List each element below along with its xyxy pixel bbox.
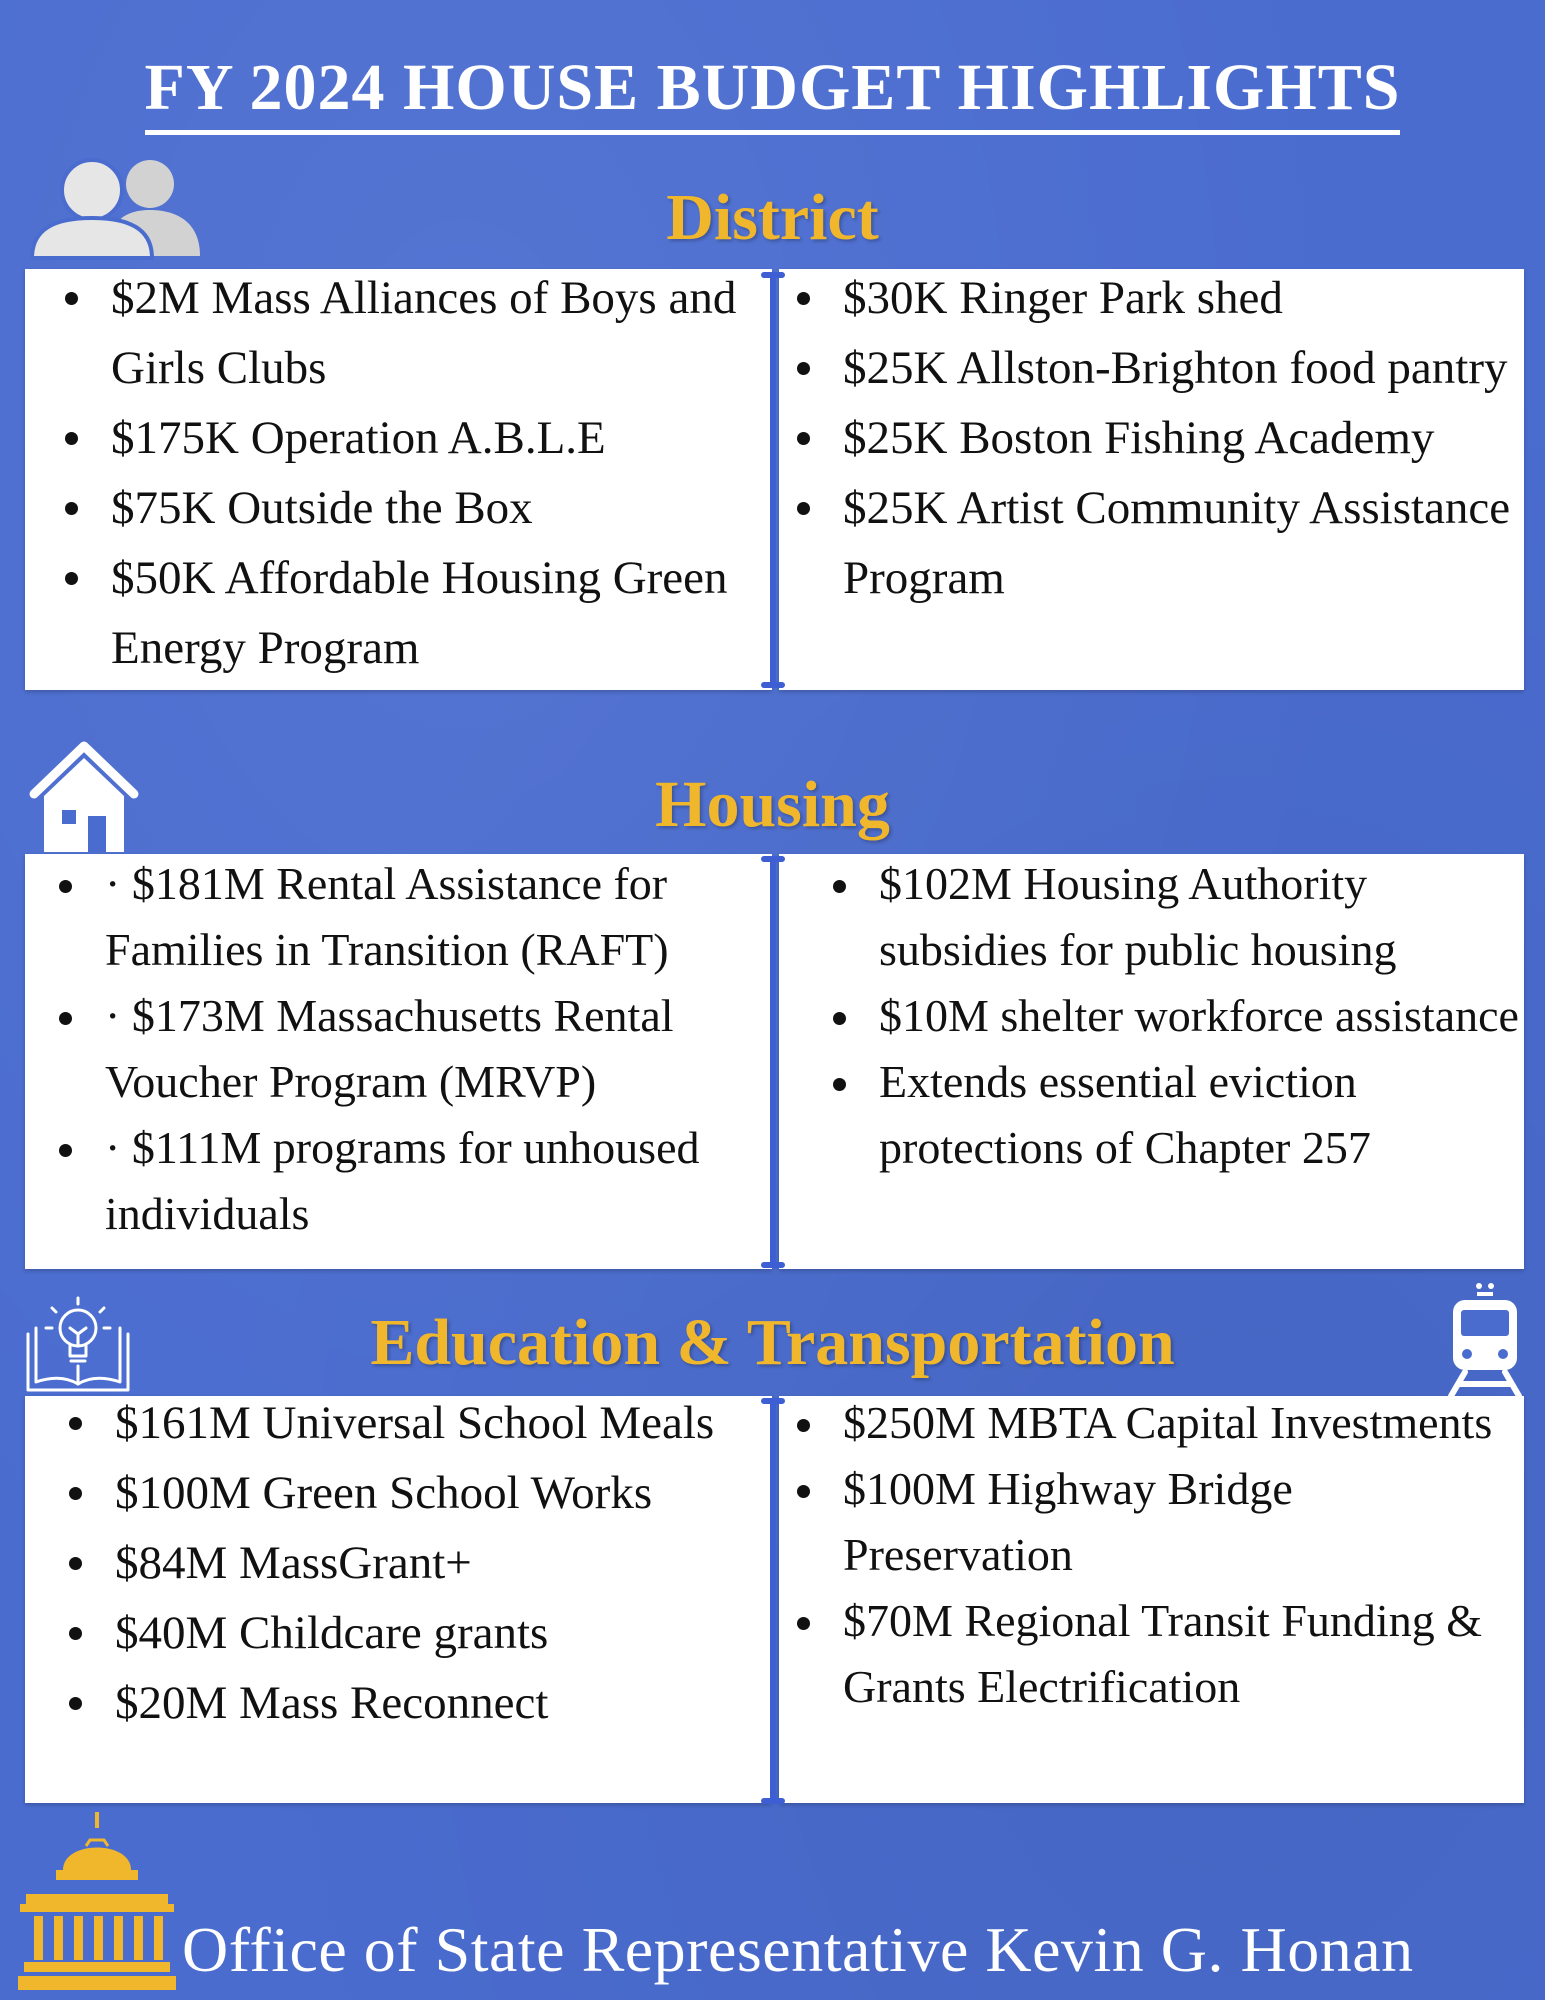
list-item: $102M Housing Authority subsidies for public housing <box>815 851 1524 983</box>
list-item: $100M Highway Bridge Preservation <box>779 1456 1524 1588</box>
district-left-list <box>25 263 772 683</box>
list-item: $75K Outside the Box <box>47 473 772 543</box>
education-left-list <box>25 1388 772 1738</box>
section-heading-housing: Housing <box>655 768 890 841</box>
transportation-right-panel <box>779 1396 1524 1803</box>
list-item: $25K Allston-Brighton food pantry <box>779 333 1524 403</box>
housing-left-list <box>25 851 772 1247</box>
list-item: $2M Mass Alliances of Boys and Girls Clubs <box>47 263 772 403</box>
page-title: FY 2024 HOUSE BUDGET HIGHLIGHTS <box>145 51 1401 135</box>
list-item: · $173M Massachusetts Rental Voucher Program (MRVP) <box>41 983 772 1115</box>
housing-left-panel <box>25 854 772 1269</box>
list-item: · $181M Rental Assistance for Families in Transition (RAFT) <box>41 851 772 983</box>
list-item: $100M Green School Works <box>51 1458 772 1528</box>
list-item: $250M MBTA Capital Investments <box>779 1390 1524 1456</box>
district-left-panel <box>25 269 772 690</box>
list-item: $20M Mass Reconnect <box>51 1668 772 1738</box>
list-item: $175K Operation A.B.L.E <box>47 403 772 473</box>
list-item: $70M Regional Transit Funding & Grants Electrification <box>779 1588 1524 1720</box>
housing-right-list <box>779 851 1524 1181</box>
list-item: $50K Affordable Housing Green Energy Program <box>47 543 772 683</box>
housing-divider <box>770 856 776 1268</box>
section-heading-education-transportation: Education & Transportation <box>370 1306 1175 1379</box>
education-left-panel <box>25 1396 772 1803</box>
list-item: $161M Universal School Meals <box>51 1388 772 1458</box>
housing-right-panel <box>779 854 1524 1269</box>
education-divider <box>770 1398 776 1804</box>
list-item: Extends essential eviction protections of Chapter 257 <box>815 1049 1524 1181</box>
transportation-right-list <box>779 1390 1524 1720</box>
page-title-wrap <box>0 51 1545 124</box>
district-right-panel <box>779 269 1524 690</box>
list-item: $25K Artist Community Assistance Program <box>779 473 1524 613</box>
list-item: · $111M programs for unhoused individuals <box>41 1115 772 1247</box>
list-item: $30K Ringer Park shed <box>779 263 1524 333</box>
list-item: $40M Childcare grants <box>51 1598 772 1668</box>
district-right-list <box>779 263 1524 613</box>
capitol-building-icon <box>18 1812 176 1997</box>
section-heading-district: District <box>666 181 879 254</box>
list-item: $84M MassGrant+ <box>51 1528 772 1598</box>
list-item: $10M shelter workforce assistance <box>815 983 1524 1049</box>
footer-office-name: Office of State Representative Kevin G. Honan <box>182 1914 1414 1985</box>
list-item: $25K Boston Fishing Academy <box>779 403 1524 473</box>
district-divider <box>770 272 776 688</box>
